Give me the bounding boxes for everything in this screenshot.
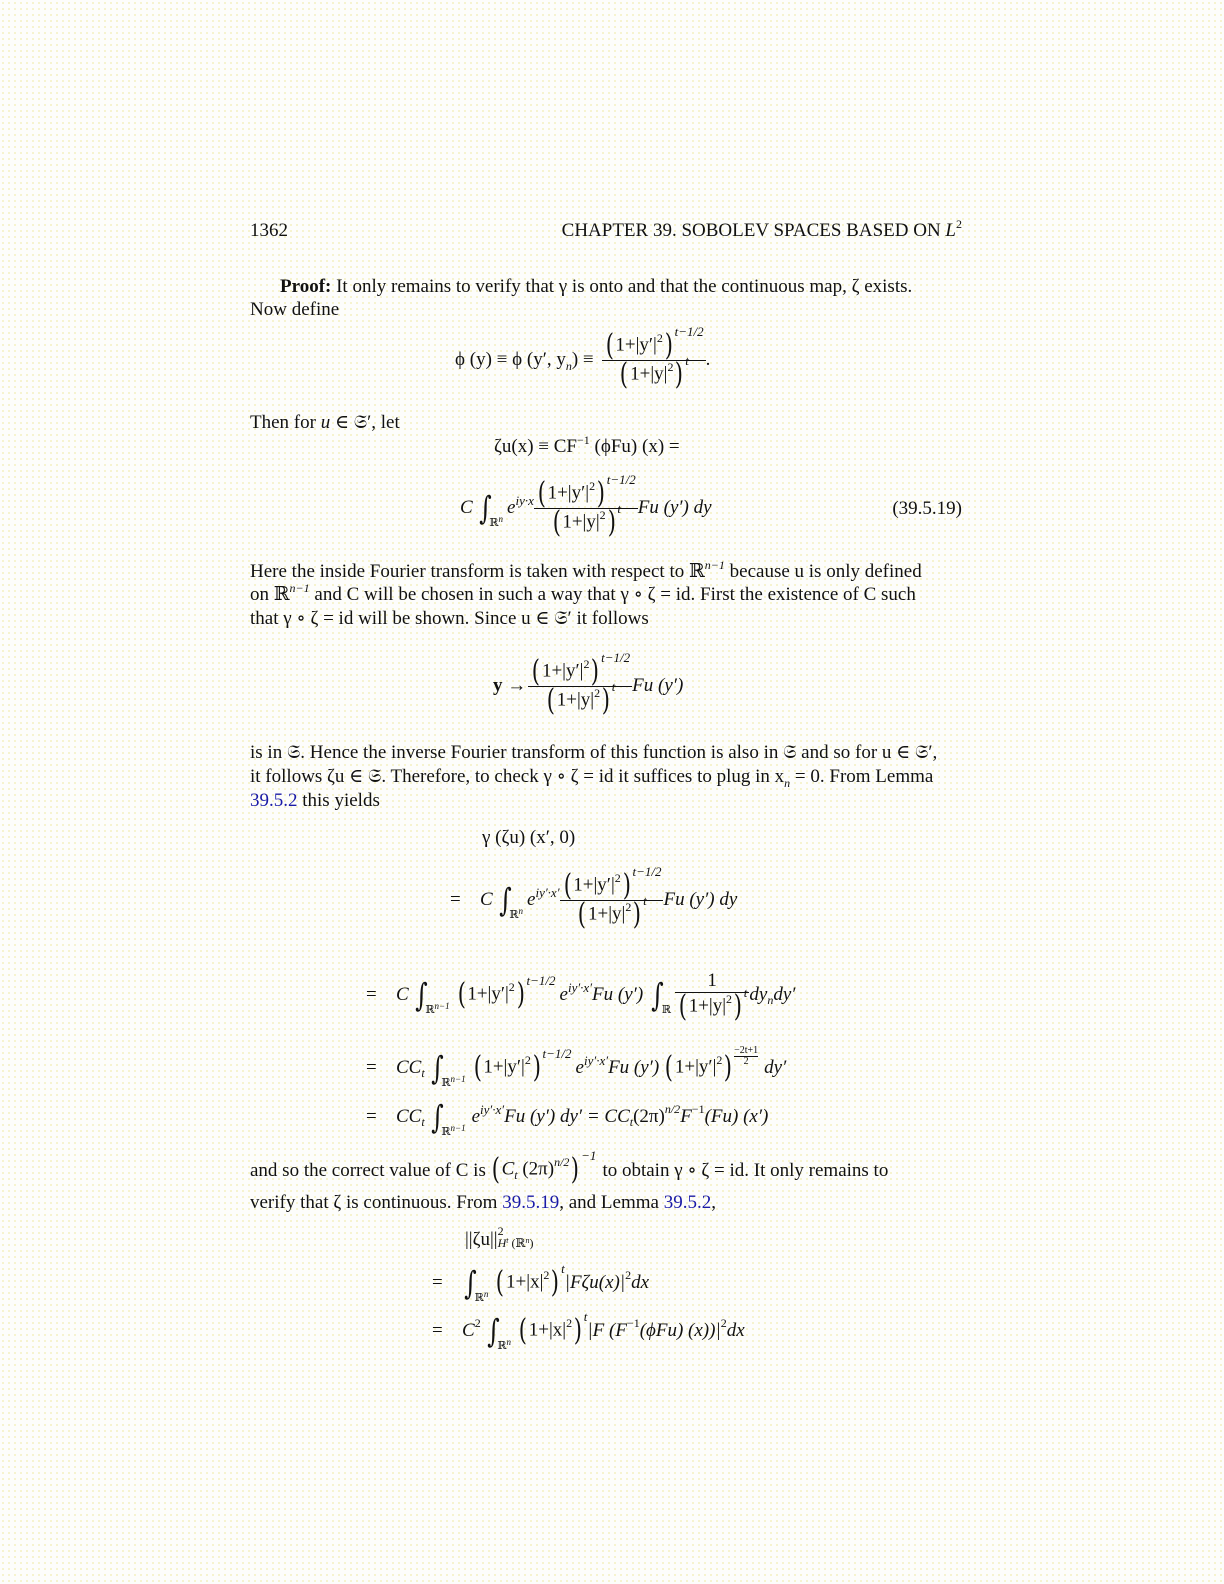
derivation-row-3: = CC t ∫ ℝ$^{n-1}$ $(1+|y'|^2)$ $^{t-1/2}$ $e^{iy'\cdot x'}$ Fu (y′) $(1+|y'|^2)$ −2t+1 2 dy′ [366, 1044, 787, 1089]
proof-line-2: Now define [250, 299, 340, 320]
equation-link[interactable]: 39.5.19 [502, 1192, 560, 1213]
integral-domain: ℝ$^n$ [489, 513, 504, 529]
para3-line-1: is in 𝔖. Hence the inverse Fourier transform of this function is also in 𝔖 and so for u ∈ 𝔖′, [250, 742, 938, 763]
para3-line-3: 39.5.2 this yields [250, 790, 380, 811]
para2-line-3: that γ ∘ ζ = id will be shown. Since u ∈ 𝔖′ it follows [250, 608, 649, 629]
proof-label: Proof: [280, 276, 332, 297]
norm-row-1: = ∫ ℝ$^n$ $(1+|x|^2)$ $^t$ |Fζu(x)| 2 dx [432, 1261, 649, 1304]
page-number: 1362 [250, 220, 288, 241]
proof-text: It only remains to verify that γ is onto and that the continuous map, ζ exists. [331, 276, 913, 297]
chapter-title-sup: 2 [956, 217, 962, 231]
map-fraction: $\frac{(1+|y'|^2) ^{t-1/2}}{(1+|y|^2) ^t}$ [528, 658, 632, 715]
norm-lhs: ||ζu|| 2 $H^t$ (ℝ$^n$) [465, 1224, 534, 1250]
phi-numerator: $(1+|y'|^2)$ $^{t-1/2}$ [605, 323, 704, 363]
derivation-row-4: = CC t ∫ ℝ$^{n-1}$ $e^{iy'\cdot x'}$ Fu (y′) dy′ = CC t (2π) n/2 F −1 (Fu) (x′) [366, 1098, 769, 1138]
running-header [562, 219, 962, 244]
zeta-fraction: $\frac{(1+|y'|^2) ^{t-1/2}}{(1+|y|^2) ^t}$ [534, 480, 638, 537]
phi-lhs: ϕ (y) ≡ ϕ (y′, $y_n$) ≡ [455, 349, 594, 373]
derivation-gamma-lhs: γ (ζu) (x′, 0) [482, 827, 576, 848]
equation-phi [455, 318, 710, 402]
equation-map: y → $\frac{(1+|y'|^2) ^{t-1/2}}{(1+|y|^2) ^t}$ Fu (y′) [493, 649, 684, 718]
para2-line-1: Here the inside Fourier transform is taken with respect to ℝ$^{n-1}$ because u is only defined [250, 558, 922, 582]
chapter-title-symbol: L [945, 220, 956, 241]
para4-line-2: verify that ζ is continuous. From 39.5.19, and Lemma 39.5.2, [250, 1192, 716, 1213]
zeta-def-line-1: $\zeta u(x) \equiv CF^{-1}$ (ϕFu) (x) = [494, 433, 680, 457]
lemma-link[interactable]: 39.5.2 [250, 790, 298, 811]
integral-sign: ∫ [478, 489, 492, 527]
phi-period: . [705, 349, 711, 370]
norm-row-2: = C 2 ∫ ℝ$^n$ $(1+|x|^2)$ $^t$ |F (F −1 (ϕFu) (x))| 2 dx [432, 1309, 745, 1352]
equation-zeta-integral: C ∫ ℝ$^n$ $e^{iy\cdot x}$ $\frac{(1+|y'|^2) ^{t-1/2}}{(1+|y|^2) ^t}$ Fu (y′) dy [460, 471, 712, 540]
phi-fraction [602, 323, 706, 392]
derivation-row-2: = C ∫ ℝ$^{n-1}$ $(1+|y'|^2)$ $^{t-1/2}$ $e^{iy'\cdot x'}$ Fu (y′) ∫ ℝ $\frac{1}{(1+|y|^2) ^t}$ dy n dy′ [366, 969, 796, 1024]
para4-line-1: and so the correct value of C is ($C_t$ $(2\pi)^{n/2}$) $^{-1}$ to obtain γ ∘ ζ = id. It only remains to [250, 1148, 889, 1187]
para3-line-2: it follows ζu ∈ 𝔖. Therefore, to check γ ∘ ζ = id it suffices to plug in $x_n = 0$. From Lemma [250, 766, 934, 790]
proof-line-1 [280, 275, 912, 298]
chapter-title: CHAPTER 39. SOBOLEV SPACES BASED ON [561, 220, 946, 241]
equation-number: (39.5.19) [892, 498, 962, 519]
derivation-row-1: = C ∫ ℝ$^n$ $e^{iy'\cdot x'}$ $\frac{(1+|y'|^2) ^{t-1/2}}{(1+|y|^2) ^t}$ Fu (y′) dy [450, 863, 738, 932]
para2-line-2: on ℝ$^{n-1}$ and C will be chosen in such a way that γ ∘ ζ = id. First the existence of C such [250, 581, 916, 605]
then-text: Then for u ∈ 𝔖′, let [250, 412, 400, 433]
lemma-link-2[interactable]: 39.5.2 [663, 1192, 712, 1213]
phi-denominator: $(1+|y|^2)$ $^t$ [602, 360, 706, 389]
exponent-fraction: −2t+1 2 [734, 1044, 759, 1067]
